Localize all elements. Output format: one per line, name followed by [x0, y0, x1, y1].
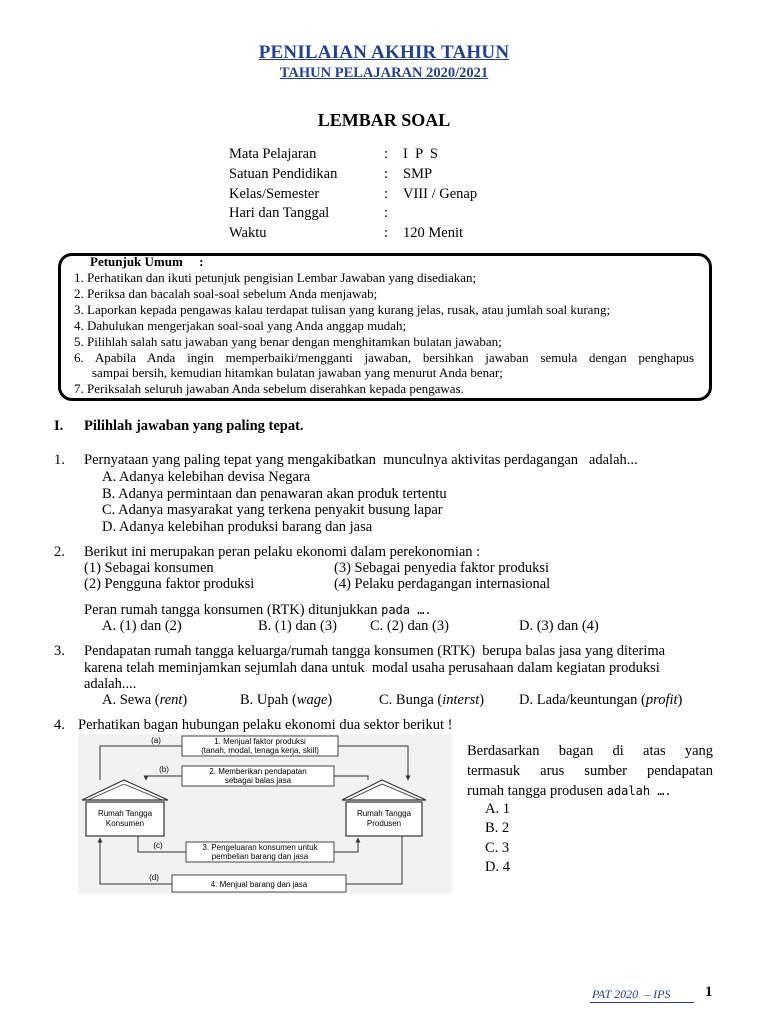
flow-label: 1. Menjual faktor produksi	[214, 737, 306, 746]
info-label: Hari dan Tanggal	[229, 205, 330, 221]
academic-year: TAHUN PELAJARAN 2020/2021	[279, 65, 489, 81]
page-number: 1	[705, 984, 713, 1000]
question-text: Perhatikan bagan hubungan pelaku ekonomi dua sektor berikut !	[78, 717, 453, 733]
answer-option: A. Sewa (rent)	[102, 692, 188, 708]
flow-label: sebagai balas jasa	[224, 776, 292, 785]
info-value: SMP	[403, 166, 433, 182]
answer-option: D. Adanya kelebihan produksi barang dan jasa	[102, 519, 373, 535]
question-number: 2.	[54, 544, 65, 560]
answer-option: B. 2	[485, 820, 510, 836]
house-label: Rumah Tangga	[356, 809, 412, 818]
instruction-item: 5. Pilihlah salah satu jawaban yang benar dengan menghitamkan bulatan jawaban;	[74, 334, 502, 349]
answer-option: D. (3) dan (4)	[519, 618, 599, 634]
instruction-item: 3. Laporkan kepada pengawas kalau terdapat tulisan yang kurang jelas, rusak, atau jumlah soal kurang;	[74, 302, 611, 317]
info-colon: :	[384, 186, 389, 202]
flow-label: 3. Pengeluaran konsumen untuk	[202, 843, 318, 852]
answer-option: B. Upah (wage)	[240, 692, 333, 708]
question-stem-tail: pada ….	[381, 603, 432, 617]
instruction-item: 2. Periksa dan bacalah soal-soal sebelum Anda menjawab;	[74, 286, 378, 301]
instruction-item: 7. Periksalah seluruh jawaban Anda sebelum diserahkan kepada pengawas.	[74, 381, 464, 396]
question-stem	[84, 602, 432, 619]
role-item: (3) Sebagai penyedia faktor produksi	[334, 560, 550, 576]
info-colon: :	[384, 166, 389, 182]
economic-flow-diagram	[78, 734, 452, 894]
section-title: Pilihlah jawaban yang paling tepat.	[84, 418, 304, 434]
instruction-item: 1. Perhatikan dan ikuti petunjuk pengisian Lembar Jawaban yang disediakan;	[74, 270, 477, 285]
question-stem-text: Peran rumah tangga konsumen (RTK) ditunjukkan	[84, 602, 378, 618]
role-item: (4) Pelaku perdagangan internasional	[334, 576, 551, 592]
house-label: Konsumen	[105, 819, 145, 828]
info-label: Satuan Pendidikan	[229, 166, 338, 182]
footer-label: PAT 2020 – IPS	[592, 987, 671, 1001]
question-right-text: termasuk arus sumber pendapatan	[467, 763, 713, 779]
instructions-title: Petunjuk Umum :	[90, 254, 204, 269]
info-label: Kelas/Semester	[229, 186, 320, 202]
flow-tag: (c)	[153, 841, 163, 850]
flow-label: pembelian barang dan jasa	[211, 852, 309, 861]
question-text: Pernyataan yang paling tepat yang mengakibatkan munculnya aktivitas perdagangan adalah...	[84, 452, 638, 468]
answer-option: D. Lada/keuntungan (profit)	[519, 692, 683, 708]
info-value: VIII / Genap	[403, 186, 478, 202]
info-value: 120 Menit	[403, 225, 464, 241]
info-label: Waktu	[229, 225, 267, 241]
instruction-item: 4. Dahulukan mengerjakan soal-soal yang Anda anggap mudah;	[74, 318, 407, 333]
question-text: Pendapatan rumah tangga keluarga/rumah tangga konsumen (RTK) berupa balas jasa yang diterima	[84, 643, 666, 659]
info-value: I P S	[403, 146, 438, 162]
answer-option: C. Bunga (interst)	[379, 692, 485, 708]
answer-option: C. 3	[485, 840, 510, 856]
flow-tag: (a)	[151, 736, 161, 745]
page-title: PENILAIAN AKHIR TAHUN	[258, 42, 510, 63]
section-number: I.	[54, 418, 64, 434]
footer-underline	[590, 1002, 694, 1003]
question-text: Berikut ini merupakan peran pelaku ekonomi dalam perekonomian :	[84, 544, 481, 560]
answer-option: D. 4	[485, 859, 510, 875]
answer-option: B. Adanya permintaan dan penawaran akan produk tertentu	[102, 486, 447, 502]
instruction-item: sampai bersih, kemudian hitamkan bulatan jawaban yang menurut Anda benar;	[92, 365, 503, 380]
question-text: karena telah meminjamkan sejumlah dana untuk modal usaha perusahaan dalam kegiatan produksi	[84, 660, 660, 676]
info-colon: :	[384, 146, 389, 162]
info-colon: :	[384, 205, 389, 221]
question-right-text: rumah tangga produsen adalah ….	[467, 783, 672, 799]
answer-option: A. (1) dan (2)	[102, 618, 182, 634]
flow-tag: (b)	[159, 765, 169, 774]
role-item: (1) Sebagai konsumen	[84, 560, 214, 576]
house-label: Rumah Tangga	[97, 809, 153, 818]
instruction-item: 6. Apabila Anda ingin memperbaiki/mengganti jawaban, bersihkan jawaban semula dengan penghapus	[74, 350, 694, 365]
answer-option: B. (1) dan (3)	[258, 618, 337, 634]
flow-tag: (d)	[149, 873, 159, 882]
answer-option: A. Adanya kelebihan devisa Negara	[102, 469, 311, 485]
role-item: (2) Pengguna faktor produksi	[84, 576, 255, 592]
question-text: adalah....	[84, 676, 137, 692]
answer-option: C. Adanya masyarakat yang terkena penyakit busung lapar	[102, 502, 443, 518]
info-colon: :	[384, 225, 389, 241]
flow-label: 4. Menjual barang dan jasa	[210, 880, 308, 889]
answer-option: C. (2) dan (3)	[370, 618, 449, 634]
sheet-title: LEMBAR SOAL	[317, 110, 451, 130]
question-number: 4.	[54, 717, 65, 733]
question-number: 3.	[54, 643, 65, 659]
house-label: Produsen	[366, 819, 402, 828]
answer-option: A. 1	[485, 801, 510, 817]
question-right-text: Berdasarkan bagan di atas yang	[467, 743, 713, 759]
info-label: Mata Pelajaran	[229, 146, 317, 162]
question-number: 1.	[54, 452, 65, 468]
flow-label: 2. Memberikan pendapatan	[209, 767, 307, 776]
flow-label: (tanah, modal, tenaga kerja, skill)	[201, 746, 319, 755]
